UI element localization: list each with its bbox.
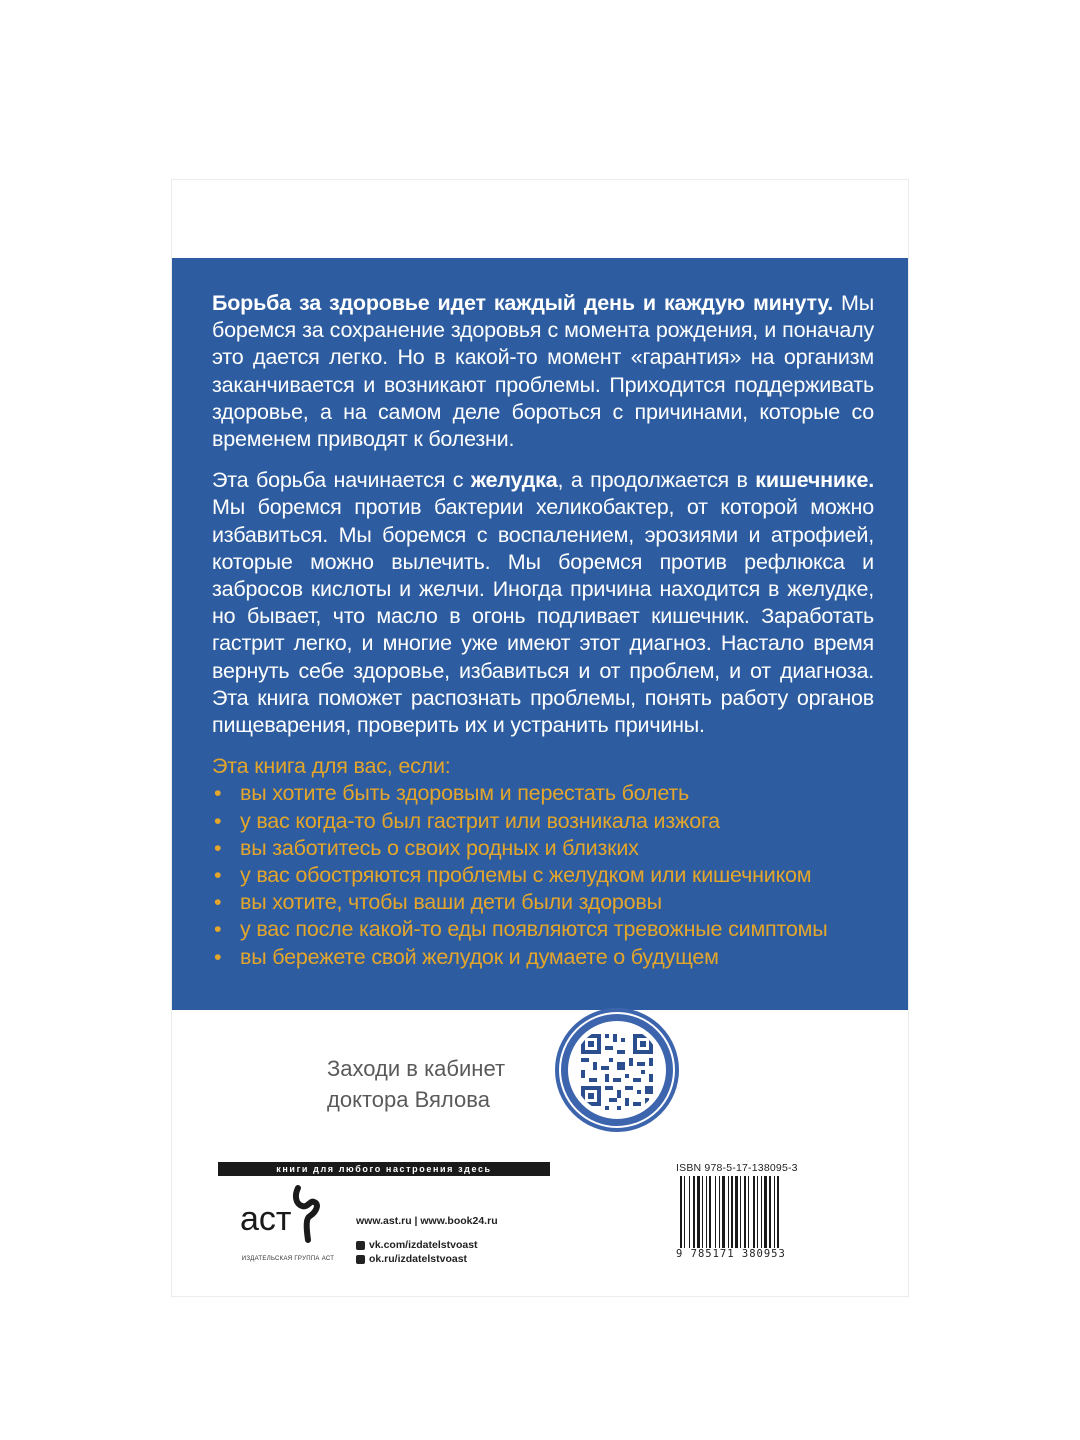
barcode-digits: 9 785171 380953 bbox=[676, 1248, 786, 1260]
qr-code-icon bbox=[573, 1026, 661, 1114]
cabinet-line-1: Заходи в кабинет bbox=[327, 1056, 506, 1081]
logo-text: аст bbox=[240, 1200, 292, 1238]
paragraph-2-part1: Эта борьба начинается с bbox=[212, 468, 471, 493]
bold-lead: Борьба за здоровье идет каждый день и каждую минуту. bbox=[212, 291, 833, 315]
audience-list-block bbox=[212, 753, 874, 971]
paragraph-1 bbox=[212, 290, 874, 453]
list-item: • вы хотите, чтобы ваши дети были здоровы bbox=[212, 889, 874, 916]
list-item: • у вас когда-то был гастрит или возникала изжога bbox=[212, 808, 874, 835]
paragraph-2 bbox=[212, 467, 874, 739]
paragraph-1-text: Мы боремся за сохранение здоровья с момента рождения, и поначалу это дается легко. Но в какой-то момент «гарантия» на организм заканчивается и возникают проблемы. Приходится поддерживать здоровье, а на самом деле бороться с причинами, которые со временем приводят к болезни. bbox=[212, 291, 874, 452]
list-item: • вы бережете свой желудок и думаете о будущем bbox=[212, 944, 874, 971]
paragraph-2-part2: , а продолжается в bbox=[557, 468, 756, 493]
blue-text-panel bbox=[172, 258, 908, 1010]
list-item: • у вас обостряются проблемы с желудком или кишечником bbox=[212, 862, 874, 889]
ok-link[interactable] bbox=[356, 1252, 498, 1266]
bold-stomach: желудка bbox=[470, 468, 558, 493]
barcode-icon bbox=[678, 1176, 810, 1252]
list-item: • вы хотите быть здоровым и перестать болеть bbox=[212, 780, 874, 807]
audience-list bbox=[212, 780, 874, 970]
ok-icon bbox=[356, 1255, 365, 1264]
vk-link[interactable] bbox=[356, 1238, 498, 1252]
ok-link-text: ok.ru/izdatelstvoast bbox=[369, 1253, 468, 1265]
publisher-tagline-bar: книги для любого настроения здесь bbox=[218, 1162, 550, 1176]
qr-code[interactable] bbox=[555, 1008, 679, 1132]
cabinet-invite bbox=[327, 1053, 505, 1115]
list-item: • у вас после какой-то еды появляются тревожные симптомы bbox=[212, 916, 874, 943]
annotation-text bbox=[212, 290, 874, 971]
vk-link-text: vk.com/izdatelstvoast bbox=[369, 1239, 478, 1251]
book-back-cover bbox=[172, 180, 908, 1296]
qr-pattern bbox=[573, 1026, 661, 1114]
paragraph-2-part3: Мы боремся против бактерии хеликобактер, от которой можно избавиться. Мы боремся с воспалением, эрозиями и атрофией, которые можно вылечить. Мы боремся против рефлюкса и забросов кислоты и желчи. Иногда причина находится в желудке, но бывает, что масло в огонь подливает кишечник. Заработать гастрит легко, и многие уже имеют этот диагноз. Настало время вернуть себе здоровье, избавиться и от проблем, и от диагноза. Эта книга поможет распознать проблемы, понять работу органов пищеварения, проверить их и устранить причины. bbox=[212, 495, 874, 738]
isbn-number: ISBN 978-5-17-138095-3 bbox=[676, 1162, 798, 1174]
list-item: • вы заботитесь о своих родных и близких bbox=[212, 835, 874, 862]
ast-logo-icon bbox=[236, 1182, 334, 1248]
cabinet-line-2: доктора Вялова bbox=[327, 1087, 490, 1112]
publisher-links bbox=[356, 1214, 498, 1266]
bold-intestine: кишечнике. bbox=[755, 468, 874, 493]
vk-icon bbox=[356, 1241, 365, 1250]
audience-list-title: Эта книга для вас, если: bbox=[212, 754, 451, 779]
sites-link[interactable]: www.ast.ru | www.book24.ru bbox=[356, 1215, 498, 1227]
publisher-name: ИЗДАТЕЛЬСКАЯ ГРУППА АСТ bbox=[241, 1256, 335, 1262]
